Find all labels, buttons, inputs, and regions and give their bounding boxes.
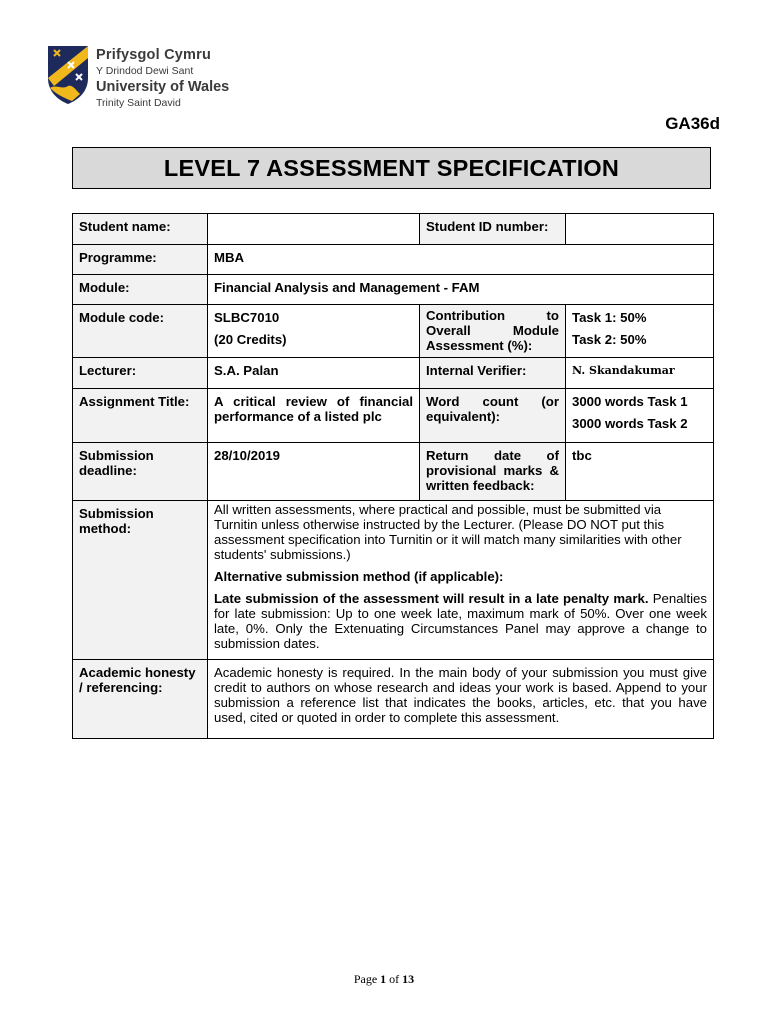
table-row-deadline xyxy=(73,443,714,501)
student-name-field[interactable] xyxy=(208,214,420,245)
late-penalty-heading: Late submission of the assessment will result in a late penalty mark. xyxy=(214,591,649,606)
table-row-module-code xyxy=(73,305,714,358)
student-id-label: Student ID number: xyxy=(420,214,566,245)
late-penalty-text: Penalties for late submission: Up to one week late, maximum mark of 50%. Over one week late, 0%. Only the Extenuating Circumstances Panel may approve a change to submission dates. xyxy=(214,591,707,651)
logo-line-welsh-name: Prifysgol Cymru xyxy=(96,47,211,63)
module-code-value: SLBC7010 xyxy=(214,310,280,325)
assignment-title-label: Assignment Title: xyxy=(73,389,208,443)
university-logo xyxy=(46,44,246,110)
table-row-submission-method xyxy=(73,501,714,660)
academic-honesty-label: Academic honesty / referencing: xyxy=(73,660,208,739)
word-count-label: Word count (or equivalent): xyxy=(420,389,566,443)
contribution-task1: Task 1: 50% xyxy=(572,310,647,325)
of-word: of xyxy=(389,972,400,986)
submission-method-cell xyxy=(208,501,714,660)
page-title: LEVEL 7 ASSESSMENT SPECIFICATION xyxy=(72,147,711,189)
lecturer-label: Lecturer: xyxy=(73,358,208,389)
submission-method-label: Submission method: xyxy=(73,501,208,660)
late-submission-note xyxy=(214,591,707,651)
programme-value: MBA xyxy=(208,245,714,275)
page-number: 1 xyxy=(380,972,387,986)
table-row-academic-honesty xyxy=(73,660,714,739)
page-word: Page xyxy=(353,972,378,986)
page-footer xyxy=(0,972,768,987)
page-total: 13 xyxy=(402,972,415,986)
word-count-task1: 3000 words Task 1 xyxy=(572,394,688,409)
module-credits: (20 Credits) xyxy=(214,332,287,347)
student-name-label: Student name: xyxy=(73,214,208,245)
verifier-label: Internal Verifier: xyxy=(420,358,566,389)
contribution-label: Contribution to Overall Module Assessment (%): xyxy=(420,305,566,358)
table-row-lecturer xyxy=(73,358,714,389)
contribution-cell xyxy=(566,305,714,358)
logo-line-english-sub: Trinity Saint David xyxy=(96,96,181,109)
return-date-value: tbc xyxy=(566,443,714,501)
deadline-label: Submission deadline: xyxy=(73,443,208,501)
word-count-task2: 3000 words Task 2 xyxy=(572,416,688,431)
deadline-value: 28/10/2019 xyxy=(208,443,420,501)
lecturer-value: S.A. Palan xyxy=(208,358,420,389)
verifier-signature: N. Skandakumar xyxy=(566,358,714,389)
logo-line-welsh-sub: Y Drindod Dewi Sant xyxy=(96,64,194,77)
contribution-task2: Task 2: 50% xyxy=(572,332,647,347)
return-date-label: Return date of provisional marks & written feedback: xyxy=(420,443,566,501)
table-row-student xyxy=(73,214,714,245)
logo-line-english-name: University of Wales xyxy=(96,79,230,95)
table-row-assignment xyxy=(73,389,714,443)
academic-honesty-text: Academic honesty is required. In the main body of your submission you must give credit to authors on whose research and ideas your work is based. Append to your submission a reference list that indicates the books, articles, etc. that you have used, cited or quoted in order to complete this assessment. xyxy=(208,660,714,739)
module-code-label: Module code: xyxy=(73,305,208,358)
programme-label: Programme: xyxy=(73,245,208,275)
student-id-field[interactable] xyxy=(566,214,714,245)
table-row-module xyxy=(73,275,714,305)
module-code-cell xyxy=(208,305,420,358)
assessment-spec-table xyxy=(72,213,714,739)
submission-method-text: All written assessments, where practical and possible, must be submitted via Turnitin unless otherwise instructed by the Lecturer. (Please DO NOT put this assessment specification into Turnitin or it will match many similarities with other students' submissions.) xyxy=(214,502,682,562)
alternative-method-label: Alternative submission method (if applicable): xyxy=(214,569,504,584)
word-count-cell xyxy=(566,389,714,443)
university-crest-icon xyxy=(46,44,90,106)
module-value: Financial Analysis and Management - FAM xyxy=(208,275,714,305)
module-label: Module: xyxy=(73,275,208,305)
document-code: GA36d xyxy=(665,114,720,133)
assignment-title-value: A critical review of financial performance of a listed plc xyxy=(208,389,420,443)
table-row-programme xyxy=(73,245,714,275)
